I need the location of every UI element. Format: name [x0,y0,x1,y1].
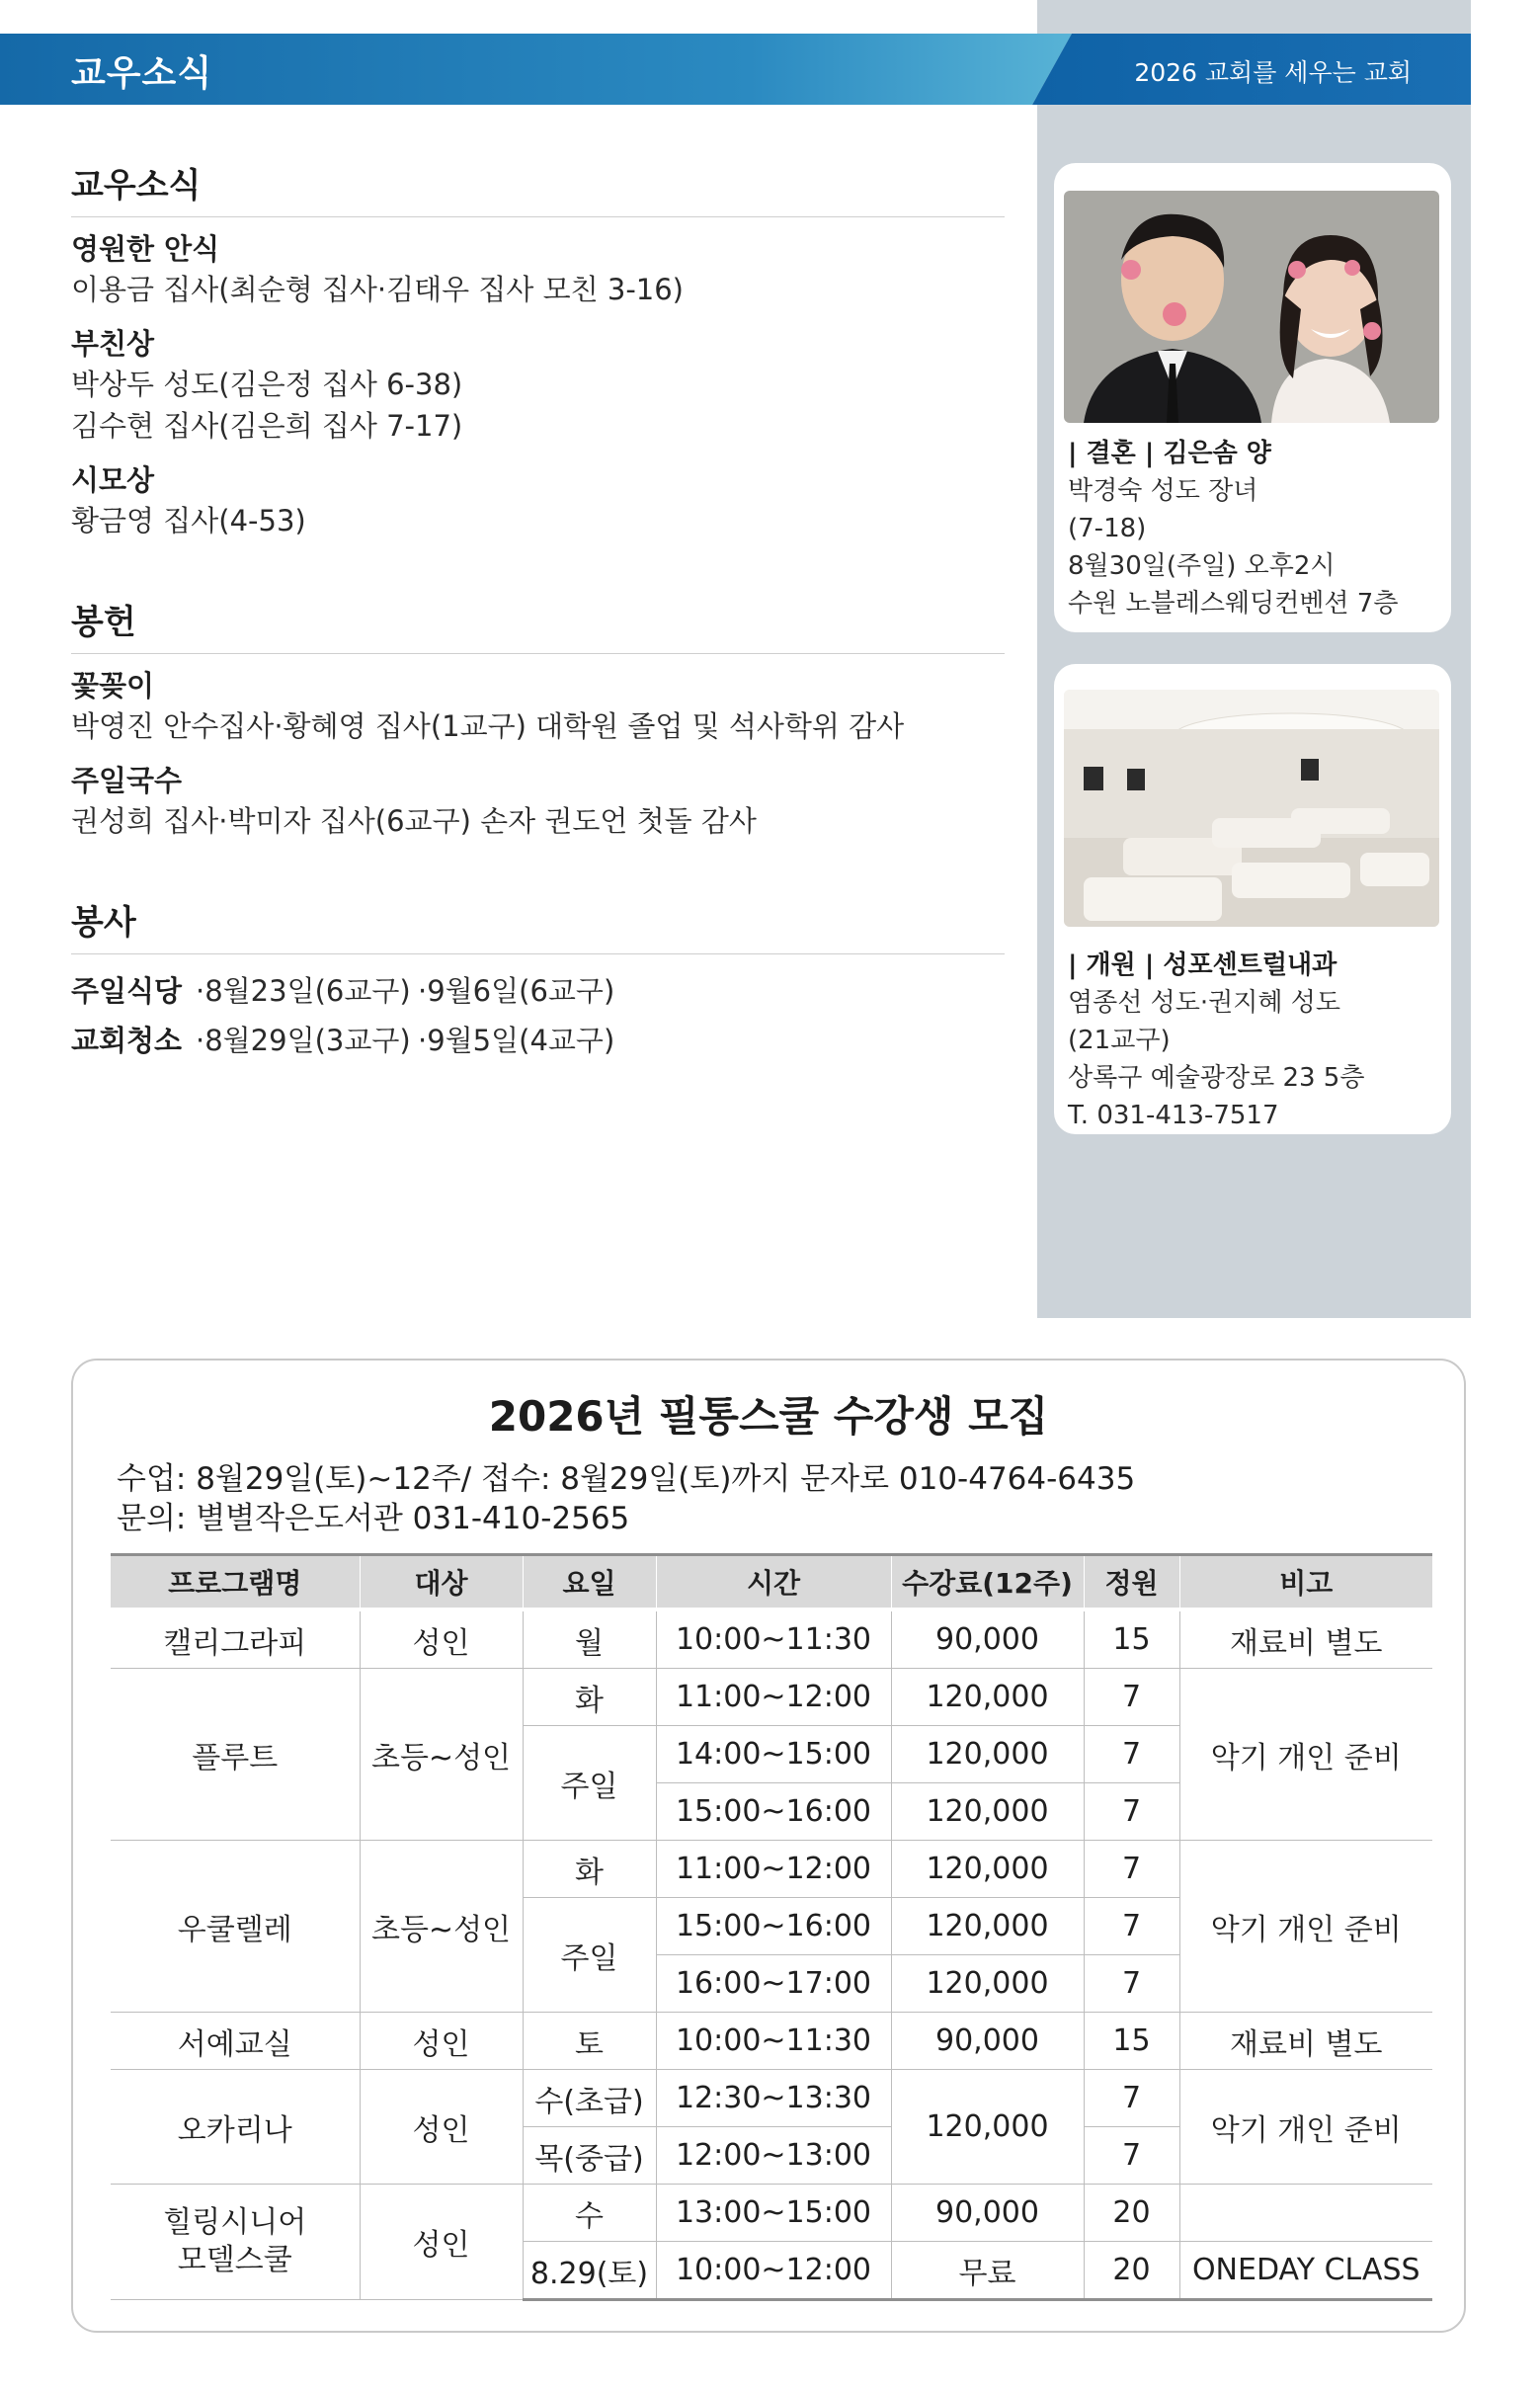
cell-target: 성인 [360,2013,523,2070]
recruit-info-contact: 문의: 별별작은도서관 031-410-2565 [117,1501,630,1536]
cell-capacity: 20 [1084,2185,1179,2242]
cell-time: 14:00~15:00 [656,1726,891,1783]
news-item [71,666,1005,747]
cell-fee: 90,000 [891,2185,1084,2242]
cell-note: ONEDAY CLASS [1179,2242,1432,2300]
news-label: 영원한 안식 [71,232,220,266]
program-table [111,1553,1432,2301]
cell-time: 11:00~12:00 [656,1669,891,1726]
table-row [111,2013,1432,2070]
cell-day: 주일 [523,1726,656,1841]
cell-target: 초등~성인 [360,1669,523,1841]
news-label: 시모상 [71,463,155,497]
cell-fee: 무료 [891,2242,1084,2300]
service-label: 교회청소 [71,1024,183,1057]
cell-capacity: 15 [1084,2013,1179,2070]
clinic-card [1054,664,1451,1134]
cell-program: 캘리그라피 [111,1609,360,1669]
cell-program: 힐링시니어 모델스쿨 [111,2185,360,2300]
cell-program: 플루트 [111,1669,360,1841]
card-line: (7-18) [1068,514,1147,543]
card-line: T. 031-413-7517 [1068,1101,1279,1130]
cell-program: 오카리나 [111,2070,360,2185]
cell-day: 수 [523,2185,656,2242]
news-text: 박영진 안수집사·황혜영 집사(1교구) 대학원 졸업 및 석사학위 감사 [71,709,905,743]
cell-time: 10:00~11:30 [656,2013,891,2070]
card-line: (21교구) [1068,1026,1171,1055]
wedding-card [1054,163,1451,632]
header-bar [0,34,1471,105]
clinic-card-text [1068,947,1443,1134]
cell-program: 우쿨렐레 [111,1841,360,2013]
cell-capacity: 20 [1084,2242,1179,2300]
cell-day: 주일 [523,1898,656,2013]
cell-note: 악기 개인 준비 [1179,1841,1432,2013]
cell-fee: 120,000 [891,1669,1084,1726]
cell-note: 악기 개인 준비 [1179,1669,1432,1841]
service-row [71,1016,1005,1065]
section-title-service: 봉사 [71,895,1005,954]
cell-fee: 120,000 [891,1898,1084,1955]
cell-time: 12:30~13:30 [656,2070,891,2127]
card-heading: | 개원 | 성포센트럴내과 [1068,950,1337,980]
cell-capacity: 7 [1084,1898,1179,1955]
cell-time: 15:00~16:00 [656,1898,891,1955]
cell-target: 성인 [360,1609,523,1669]
news-text: 이용금 집사(최순형 집사·김태우 집사 모친 3-16) [71,273,684,306]
card-line: 수원 노블레스웨딩컨벤션 7층 [1068,589,1399,619]
news-item [71,761,1005,842]
news-text: 황금영 집사(4-53) [71,504,306,537]
table-row [111,2185,1432,2242]
table-row [111,1609,1432,1669]
recruit-info-schedule: 수업: 8월29일(토)~12주/ 접수: 8월29일(토)까지 문자로 010-4764-6435 [117,1461,1136,1497]
cell-fee: 120,000 [891,1841,1084,1898]
news-text: 김수현 집사(김은희 집사 7-17) [71,409,463,443]
news-text: 권성희 집사·박미자 집사(6교구) 손자 권도언 첫돌 감사 [71,804,757,838]
cell-day: 목(중급) [523,2127,656,2185]
cell-capacity: 7 [1084,2127,1179,2185]
cell-time: 15:00~16:00 [656,1783,891,1841]
cell-time: 12:00~13:00 [656,2127,891,2185]
header-target: 대상 [360,1555,523,1610]
header-title: 교우소식 [71,53,213,94]
header-capacity: 정원 [1084,1555,1179,1610]
cell-day: 월 [523,1609,656,1669]
cell-time: 10:00~11:30 [656,1609,891,1669]
cell-note: 재료비 별도 [1179,2013,1432,2070]
cell-capacity: 7 [1084,1669,1179,1726]
cell-capacity: 7 [1084,1726,1179,1783]
section-title-news: 교우소식 [71,158,1005,217]
wedding-card-text [1068,435,1443,622]
service-date: ·9월6일(6교구) [418,974,615,1008]
cell-time: 10:00~12:00 [656,2242,891,2300]
header-fee: 수강료(12주) [891,1555,1084,1610]
recruit-title: 2026년 필통스쿨 수강생 모집 [488,1392,1049,1441]
service-date: ·8월23일(6교구) [196,974,411,1008]
header-program: 프로그램명 [111,1555,360,1610]
news-label: 주일국수 [71,764,183,797]
header-day: 요일 [523,1555,656,1610]
cell-day: 화 [523,1841,656,1898]
card-line: 8월30일(주일) 오후2시 [1068,551,1336,581]
table-header-row [111,1555,1432,1610]
card-heading: | 결혼 | 김은솜 양 [1068,439,1271,468]
card-line: 상록구 예술광장로 23 5층 [1068,1063,1365,1093]
table-row [111,2070,1432,2127]
service-row [71,966,1005,1016]
cell-fee: 120,000 [891,1726,1084,1783]
header-slogan: 2026 교회를 세우는 교회 [1134,58,1412,87]
cell-target: 성인 [360,2070,523,2185]
wedding-photo [1064,191,1439,423]
news-label: 부친상 [71,327,155,361]
cell-note: 재료비 별도 [1179,1609,1432,1669]
cell-fee: 120,000 [891,2070,1084,2185]
section-title-offering: 봉헌 [71,595,1005,654]
recruit-info [117,1459,1135,1538]
table-row [111,1841,1432,1898]
cell-fee: 120,000 [891,1783,1084,1841]
cell-fee: 120,000 [891,1955,1084,2013]
news-text: 박상두 성도(김은정 집사 6-38) [71,368,463,401]
header-time: 시간 [656,1555,891,1610]
cell-day: 토 [523,2013,656,2070]
cell-capacity: 7 [1084,2070,1179,2127]
cell-fee: 90,000 [891,1609,1084,1669]
news-label: 꽃꽂이 [71,669,155,702]
cell-capacity: 15 [1084,1609,1179,1669]
news-column [71,158,1005,1065]
news-item [71,460,1005,541]
news-item [71,229,1005,310]
header-note: 비고 [1179,1555,1432,1610]
cell-day: 8.29(토) [523,2242,656,2300]
cell-capacity: 7 [1084,1783,1179,1841]
card-line: 박경숙 성도 장녀 [1068,476,1258,506]
cell-target: 초등~성인 [360,1841,523,2013]
table-row [111,1669,1432,1726]
card-line: 염종선 성도·권지혜 성도 [1068,988,1340,1018]
service-label: 주일식당 [71,974,183,1008]
cell-note [1179,2185,1432,2242]
cell-note: 악기 개인 준비 [1179,2070,1432,2185]
cell-fee: 90,000 [891,2013,1084,2070]
cell-time: 16:00~17:00 [656,1955,891,2013]
recruit-box [71,1359,1466,2333]
cell-time: 13:00~15:00 [656,2185,891,2242]
cell-time: 11:00~12:00 [656,1841,891,1898]
cell-capacity: 7 [1084,1841,1179,1898]
clinic-lounge-photo [1064,690,1439,927]
service-date: ·8월29일(3교구) [196,1024,411,1057]
cell-program: 서예교실 [111,2013,360,2070]
cell-target: 성인 [360,2185,523,2300]
cell-day: 수(초급) [523,2070,656,2127]
cell-day: 화 [523,1669,656,1726]
cell-capacity: 7 [1084,1955,1179,2013]
service-date: ·9월5일(4교구) [418,1024,615,1057]
news-item [71,324,1005,447]
